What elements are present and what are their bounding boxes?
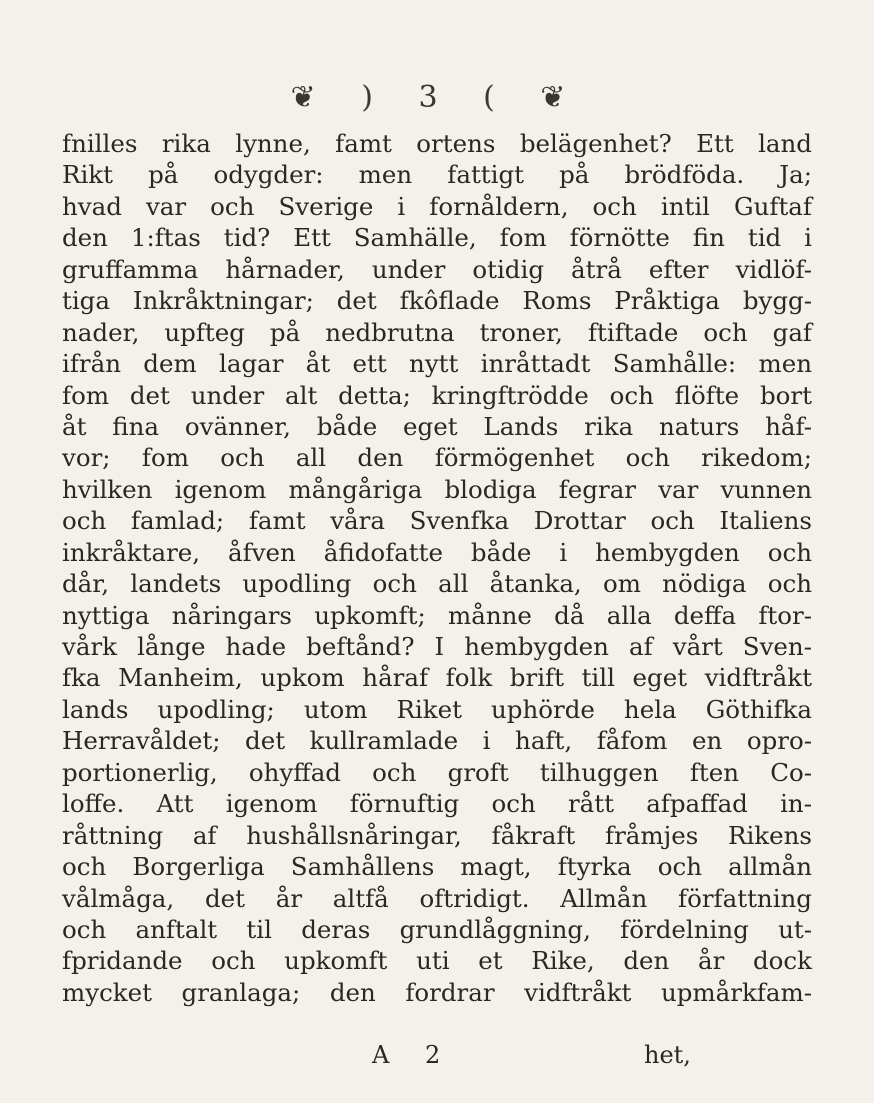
- text-line: fpridande och upkomft uti et Rike, den år dock: [62, 946, 812, 976]
- text-line: tiga Inkråktningar; det fkôflade Roms Pråktiga bygg-: [62, 286, 812, 316]
- body-text: [62, 128, 812, 1008]
- text-line: gruffamma hårnader, under otidig åtrå efter vidlöf-: [62, 254, 812, 284]
- text-line: ifrån dem lagar åt ett nytt inråttadt Samhålle: men: [62, 349, 812, 379]
- text-line: råttning af hushållsnåringar, fåkraft fråmjes Rikens: [62, 820, 812, 850]
- text-line: åt fina ovänner, både eget Lands rika naturs håf-: [62, 411, 812, 441]
- text-line: och famlad; famt våra Svenfka Drottar och Italiens: [62, 506, 812, 536]
- text-line: nyttiga nåringars upkomft; månne då alla deffa ftor-: [62, 600, 812, 630]
- text-line: inkråktare, åfven åfidofatte både i hembygden och: [62, 537, 812, 567]
- text-line: hvad var och Sverige i fornåldern, och intil Guftaf: [62, 191, 812, 221]
- text-line: fnilles rika lynne, famt ortens belägenhet? Ett land: [62, 129, 812, 158]
- text-line: Herravåldet; det kullramlade i haft, fåfom en opro-: [62, 726, 812, 756]
- page-header: ❦ ) 3 ( ❦: [290, 80, 584, 115]
- text-line: mycket granlaga; den fordrar vidftråkt upmårkfam-: [62, 977, 812, 1007]
- text-line: loffe. Att igenom förnuftig och rått afpaffad in-: [62, 789, 812, 819]
- text-line: vålmåga, det år altfå oftridigt. Allmån författning: [62, 883, 812, 913]
- text-line: hvilken igenom mångåriga blodiga fegrar var vunnen: [62, 474, 812, 504]
- text-line: vor; fom och all den förmögenhet och rikedom;: [62, 443, 812, 473]
- text-line: lands upodling; utom Riket uphörde hela Göthifka: [62, 694, 812, 724]
- text-line: portionerlig, ohyffad och groft tilhuggen ften Co-: [62, 757, 812, 787]
- text-line: och anftalt til deras grundlåggning, fördelning ut-: [62, 914, 812, 944]
- text-line: den 1:ftas tid? Ett Samhälle, fom förnötte fin tid i: [62, 223, 812, 253]
- text-line: vårk långe hade beftånd? I hembygden af vårt Sven-: [62, 632, 812, 661]
- catchword: het,: [644, 1041, 691, 1069]
- text-line: fom det under alt detta; kringftrödde och flöfte bort: [62, 380, 812, 410]
- text-line: Rikt på odygder: men fattigt på brödföda. Ja;: [62, 160, 812, 190]
- text-line: dår, landets upodling och all åtanka, om nödiga och: [62, 569, 812, 599]
- text-line: och Borgerliga Samhållens magt, ftyrka och allmån: [62, 852, 812, 882]
- page-footer: [0, 1038, 874, 1072]
- signature-mark: A 2: [372, 1041, 455, 1069]
- text-line: fka Manheim, upkom håraf folk brift till eget vidftråkt: [62, 663, 812, 693]
- text-line: nader, upfteg på nedbrutna troner, ftiftade och gaf: [62, 317, 812, 347]
